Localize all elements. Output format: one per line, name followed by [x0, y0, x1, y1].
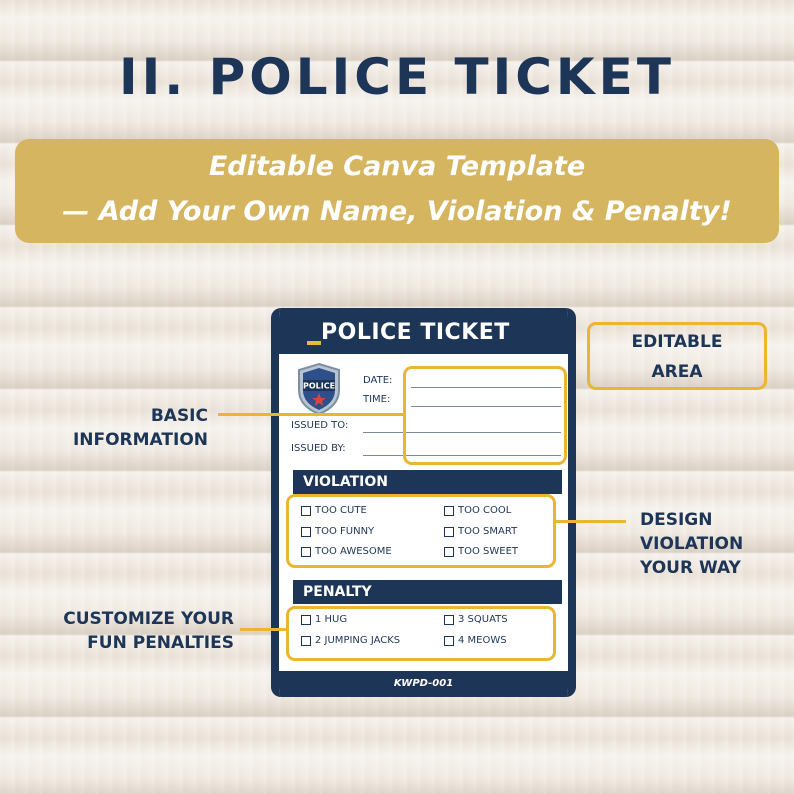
- penalty-option[interactable]: 1 HUG: [301, 614, 347, 625]
- violation-connector: [556, 520, 626, 523]
- design-violation-label: DESIGN VIOLATION YOUR WAY: [640, 510, 744, 578]
- penalty-highlight: [286, 606, 556, 661]
- violation-option[interactable]: TOO CUTE: [301, 505, 367, 516]
- ticket-header: [279, 308, 568, 354]
- violation-option[interactable]: TOO COOL: [444, 505, 511, 516]
- subtitle-banner: [15, 139, 779, 243]
- time-label: TIME:: [363, 394, 391, 405]
- violation-heading: VIOLATION: [293, 470, 562, 494]
- ticket-footer-code: KWPD-001: [279, 671, 568, 697]
- basic-info-highlight: [403, 366, 567, 465]
- penalty-option[interactable]: 4 MEOWS: [444, 635, 507, 646]
- police-badge-icon: [295, 362, 343, 416]
- violation-option[interactable]: TOO AWESOME: [301, 546, 392, 557]
- penalty-option[interactable]: 2 JUMPING JACKS: [301, 635, 400, 646]
- date-label: DATE:: [363, 375, 393, 386]
- penalty-heading: PENALTY: [293, 580, 562, 604]
- customize-penalties-label: CUSTOMIZE YOUR FUN PENALTIES: [63, 609, 234, 653]
- violation-highlight: [286, 494, 556, 568]
- header-accent-dash: [307, 341, 321, 345]
- issued-by-label: ISSUED BY:: [291, 443, 346, 454]
- violation-option[interactable]: TOO SWEET: [444, 546, 518, 557]
- violation-option[interactable]: TOO FUNNY: [301, 526, 374, 537]
- issued-to-label: ISSUED TO:: [291, 420, 349, 431]
- badge-text: POLICE: [302, 381, 336, 391]
- penalty-connector: [240, 628, 287, 631]
- editable-area-label: EDITABLE AREA: [631, 332, 723, 382]
- banner-line-2: — Add Your Own Name, Violation & Penalty!: [62, 196, 732, 227]
- basic-information-label: BASIC INFORMATION: [72, 406, 208, 450]
- banner-line-1: Editable Canva Template: [208, 151, 586, 182]
- page-title: II. POLICE TICKET: [119, 48, 675, 106]
- violation-option[interactable]: TOO SMART: [444, 526, 517, 537]
- penalty-option[interactable]: 3 SQUATS: [444, 614, 508, 625]
- basic-info-connector: [218, 413, 404, 416]
- ticket-header-title: POLICE TICKET: [321, 320, 510, 345]
